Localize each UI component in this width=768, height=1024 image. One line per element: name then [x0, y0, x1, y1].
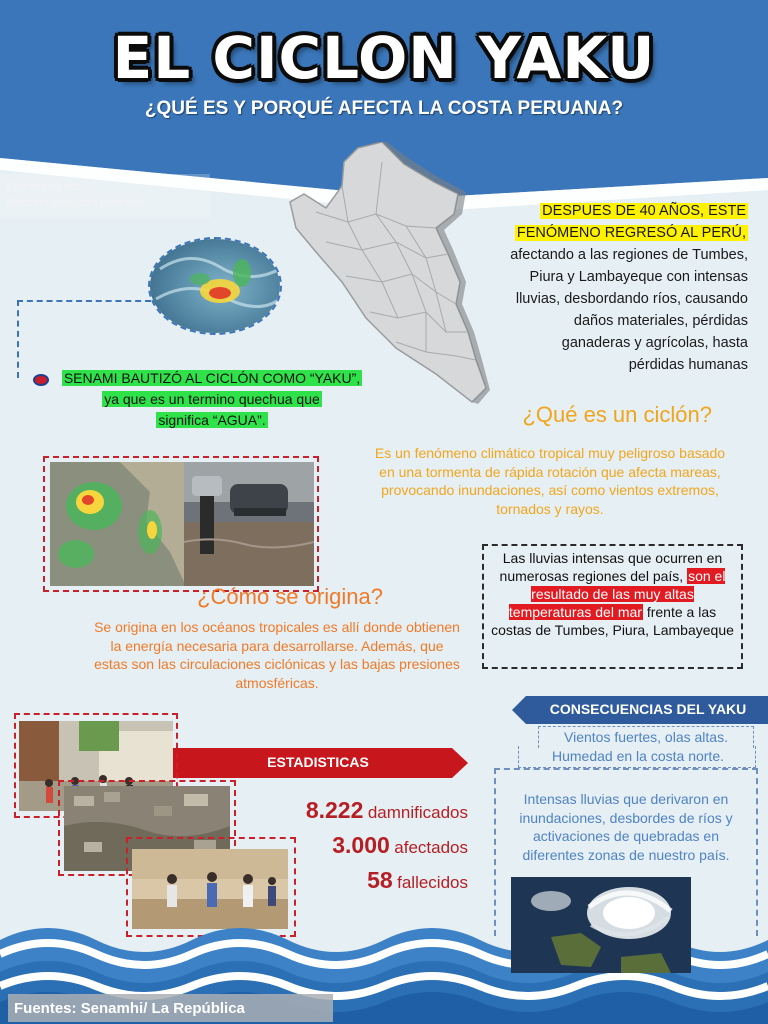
senami-line-1: SENAMI BAUTIZÓ AL CICLÓN COMO “YAKU”, — [63, 370, 361, 386]
page-subtitle: ¿QUÉ ES Y PORQUÉ AFECTA LA COSTA PERUANA? — [144, 98, 624, 119]
consecuencia-item: Vientos fuertes, olas altas. — [564, 729, 728, 745]
senami-line-3: significa “AGUA”. — [158, 412, 266, 428]
consecuencias-paragraph: Intensas lluvias que derivaron en inundaciones, desbordes de ríos y activaciones de quebradas en diferentes zonas de nuestro país. — [519, 791, 733, 863]
author-credit — [0, 174, 210, 218]
section-heading-como: ¿Cómo se origina? — [197, 584, 383, 609]
intro-highlight-2: FENÓMENO REGRESÓ AL PERÚ, — [516, 225, 746, 241]
bullet-marker — [33, 374, 49, 386]
stat-value: 3.000 — [332, 832, 390, 858]
intro-line: pérdidas humanas — [628, 357, 748, 373]
flooded-street-photo — [184, 462, 314, 586]
senami-line-2: ya que es un termino quechua que — [104, 391, 320, 407]
sources-credit: Fuentes: Senamhi/ La República — [14, 1000, 245, 1017]
stat-item — [240, 832, 468, 859]
stat-value: 58 — [367, 867, 393, 893]
stat-value: 8.222 — [305, 797, 364, 823]
que-es-paragraph: Es un fenómeno climático tropical muy peligroso basado en una tormenta de rápida rotación que afecta mareas, provocando inundaciones, así como vientos extremos, tornados y rayos. — [374, 445, 726, 517]
intro-paragraph — [470, 200, 748, 376]
consecuencia-item: Humedad en la costa norte. — [552, 748, 724, 764]
stat-item — [240, 797, 468, 824]
intro-line: lluvias, desbordando ríos, causando — [515, 291, 748, 307]
como-paragraph: Se origina en los océanos tropicales es allí donde obtienen la energía necesaria para desarrollarse. Además, que estas son las circulaciones ciclónicas y las bajas presiones atmosféricas. — [94, 619, 460, 691]
connector-line — [17, 300, 151, 378]
author-name: Marcelo Delgado Ramírez — [6, 195, 146, 209]
stat-label: afectados — [394, 838, 468, 857]
stat-label: fallecidos — [397, 873, 468, 892]
radar-map-image — [50, 462, 186, 586]
intro-line: daños materiales, pérdidas — [573, 313, 748, 329]
senami-note — [58, 368, 366, 431]
lluvias-text-after: frente a las costas de Tumbes, Piura, Lambayeque — [491, 604, 734, 638]
stat-label: damnificados — [367, 803, 468, 822]
author-label: Elaborado por: — [6, 179, 85, 193]
section-heading-que-es: ¿Qué es un ciclón? — [522, 402, 712, 427]
intro-line: afectando a las regiones de Tumbes, — [510, 247, 748, 263]
page-title: EL CICLON YAKU — [112, 24, 656, 92]
intro-highlight-1: DESPUES DE 40 AÑOS, ESTE — [542, 203, 746, 219]
cyclone-satellite-image — [511, 877, 691, 973]
intro-line: ganaderas y agrícolas, hasta — [561, 335, 748, 351]
lluvias-highlight: son el resultado de las muy altas temperaturas del mar — [508, 568, 726, 620]
estadisticas-heading: ESTADISTICAS — [267, 754, 369, 770]
intro-line: Piura y Lambayeque con intensas — [529, 269, 748, 285]
lluvias-text-before: Las lluvias intensas que ocurren en numerosas regiones del país, — [499, 550, 723, 584]
consecuencias-heading: CONSECUENCIAS DEL YAKU — [549, 701, 747, 717]
lluvias-callout — [482, 544, 743, 669]
satellite-image — [148, 237, 282, 335]
stat-item — [240, 867, 468, 894]
peru-map-image — [286, 142, 492, 404]
